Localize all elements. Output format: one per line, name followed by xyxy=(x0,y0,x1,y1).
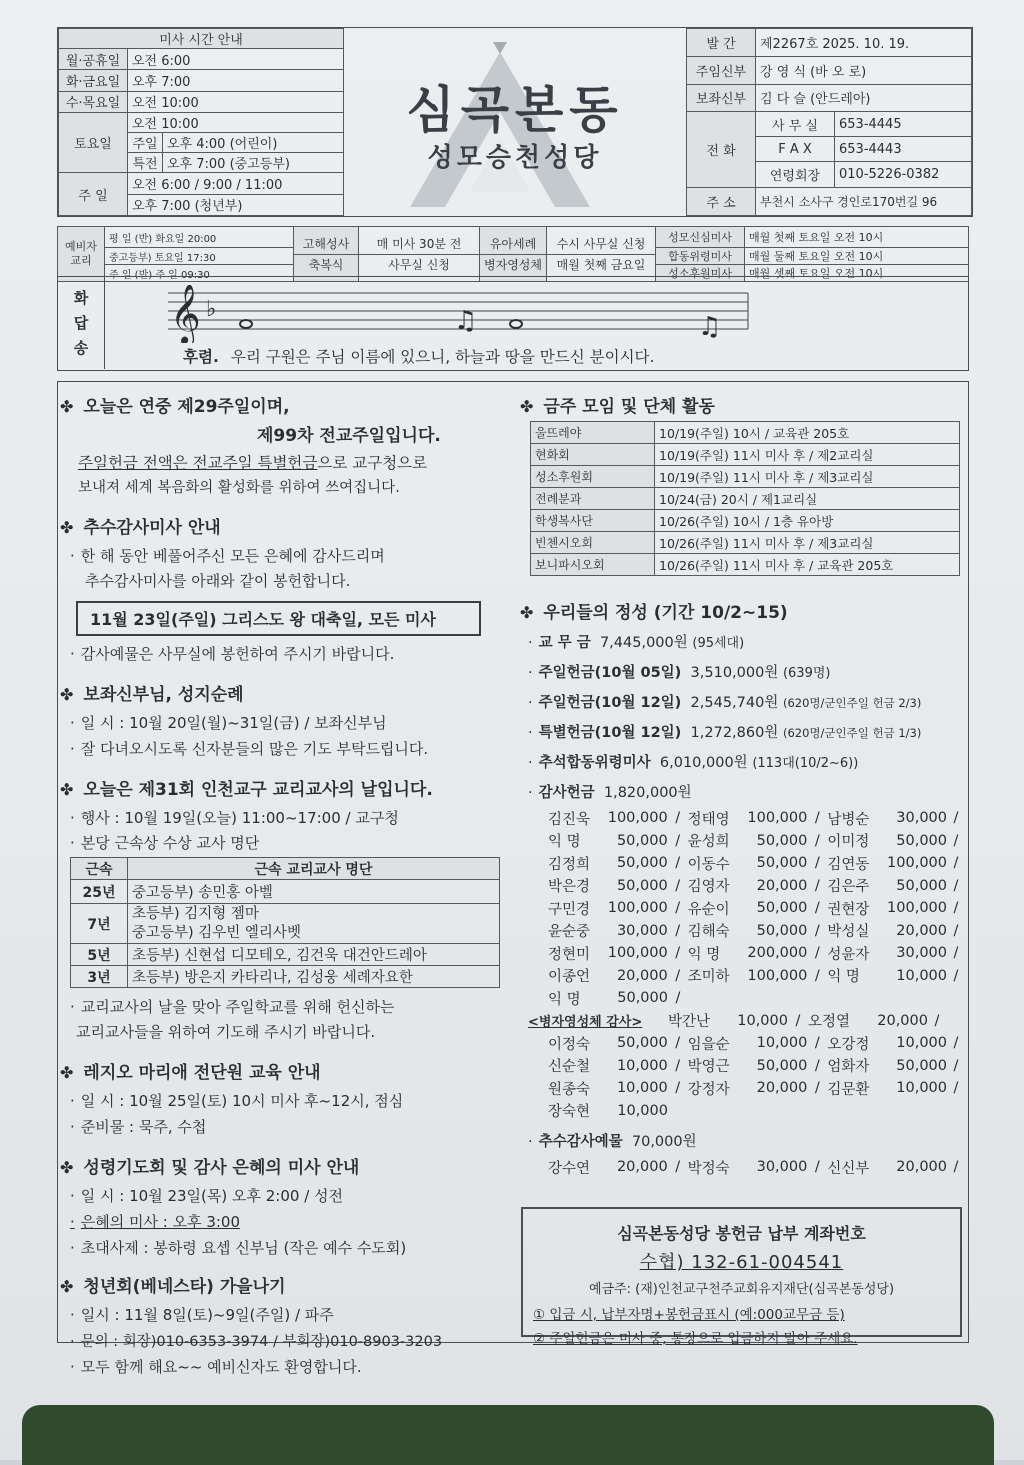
table-cell: 5년 xyxy=(71,944,128,966)
meeting-group: 학생복사단 xyxy=(531,510,655,532)
donor-row: 김정희 50,000 / 이동수 50,000 / 김연동 100,000 / xyxy=(548,855,959,873)
donor-row: 신순철 10,000 / 박영근 50,000 / 엄화자 50,000 / xyxy=(548,1057,959,1076)
section-text: 교리교사들을 위하여 기도해 주시기 바랍니다. xyxy=(76,1023,376,1041)
monthly-mass-label: 합동위령미사 xyxy=(656,248,745,265)
assistant-name: 김 다 슬 (안드레아) xyxy=(756,84,972,111)
offering-note: (620명/군인주일 헌금 2/3) xyxy=(782,696,922,710)
offering-amount: 1,820,000원 xyxy=(603,785,692,801)
flower-bullet-icon: ✤ xyxy=(60,518,74,537)
monthly-mass-info: 매월 첫째 토요일 오전 10시 xyxy=(745,227,969,248)
table-cell: 7년 xyxy=(71,904,128,944)
catechumen-label: 예비자 교리 xyxy=(58,227,105,282)
table-header: 근속 xyxy=(71,858,128,880)
mass-day: 월·공휴일 xyxy=(59,49,128,70)
section-title: ✤ 보좌신부님, 성지순례 xyxy=(60,685,244,705)
offering-row xyxy=(520,631,965,661)
section-title: ✤ 청년회(베네스타) 가을나기 xyxy=(60,1277,286,1297)
offering-amount: 6,010,000원 xyxy=(659,755,748,771)
mass-day: 화·금요일 xyxy=(59,70,128,91)
section-title: ✤ 오늘은 제31회 인천교구 교리교사의 날입니다. xyxy=(60,780,433,800)
account-holder: 예금주: (재)인천교구천주교회유지재단(심곡본동성당) xyxy=(588,1282,895,1297)
offering-row xyxy=(520,1130,965,1156)
offering-key: 주일헌금(10월 05일) xyxy=(538,665,682,681)
section-title: ✤ 레지오 마리애 전단원 교육 안내 xyxy=(60,1063,321,1083)
offering-note: (95세대) xyxy=(692,636,745,651)
sacrament-strip xyxy=(57,226,969,281)
phone-label: 전 화 xyxy=(687,111,756,187)
flower-bullet-icon: ✤ xyxy=(520,603,534,622)
mass-time: 오후 7:00 (청년부) xyxy=(128,194,344,215)
table-cell: 25년 xyxy=(71,880,128,904)
donor-row: 이종언 20,000 / 조미하 100,000 / 익 명 10,000 / xyxy=(548,967,959,986)
section-text: · 준비물 : 묵주, 수첩 xyxy=(60,1116,510,1137)
mass-time: 오전 6:00 / 9:00 / 11:00 xyxy=(128,173,344,194)
refrain-label: 후렴. xyxy=(183,348,219,366)
table-cell: 중고등부) 김우빈 엘리사벳 xyxy=(132,924,301,941)
svg-text:♫: ♫ xyxy=(698,312,722,342)
mass-subday: 특전 xyxy=(128,153,163,173)
catechumen-line: 평 일 (반) 화요일 20:00 xyxy=(105,227,294,248)
flower-bullet-icon: ✤ xyxy=(520,397,534,416)
phone-key: 연령회장 xyxy=(756,162,835,187)
meeting-time: 10/19(주일) 11시 미사 후 / 제3교리실 xyxy=(655,466,960,488)
table-cell: 초등부) 방은지 카타리나, 김성웅 세례자요한 xyxy=(128,966,500,988)
flower-bullet-icon: ✤ xyxy=(60,1158,74,1177)
offering-note: (620명/군인주일 헌금 1/3) xyxy=(782,726,922,740)
catechumen-line: 중고등부) 토요일 17:30 xyxy=(105,248,294,265)
refrain-text: 우리 구원은 주님 이름에 있으니, 하늘과 땅을 만드신 분이시다. xyxy=(230,348,655,366)
offering-row xyxy=(520,661,965,691)
mass-time: 오전 6:00 xyxy=(128,49,344,70)
phone-value: 010-5226-0382 xyxy=(835,162,972,187)
account-note: ① 입금 시, 납부자명+봉헌금표시 (예:000교무금 등) xyxy=(533,1307,845,1323)
flower-bullet-icon: ✤ xyxy=(60,685,74,704)
mass-times-title: 미사 시간 안내 xyxy=(59,29,344,49)
donor-row: 이정숙 50,000 / 임을순 10,000 / 오강정 10,000 / xyxy=(548,1035,959,1053)
account-number: 수협) 132-61-004541 xyxy=(639,1252,844,1273)
mass-time: 오후 4:00 (어린이) xyxy=(163,133,344,153)
right-column xyxy=(520,392,965,1179)
phone-key: 사 무 실 xyxy=(756,111,835,136)
bank-account-box xyxy=(521,1207,962,1347)
meeting-group: 성소후원회 xyxy=(531,466,655,488)
offering-amount: 3,510,000원 xyxy=(690,665,779,681)
section-text: · 일 시 : 10월 20일(월)~31일(금) / 보좌신부님 xyxy=(60,712,510,733)
catechumen-line: 주 일 (반) 주 일 09:30 xyxy=(105,265,294,282)
table-cell: 중고등부) 송민홍 아벨 xyxy=(128,880,500,904)
psalm-box xyxy=(57,276,969,371)
meeting-group: 전례분과 xyxy=(531,488,655,510)
phone-value: 653-4445 xyxy=(835,111,972,136)
offering-row xyxy=(520,751,965,781)
psalm-label: 화 답 송 xyxy=(73,288,89,357)
meeting-time: 10/26(주일) 11시 미사 후 / 제3교리실 xyxy=(655,532,960,554)
offering-note: (113대(10/2~6)) xyxy=(752,756,859,771)
section-text: · 문의 : 회장)010-6353-3974 / 부회장)010-8903-3203 xyxy=(60,1330,510,1351)
pastor-name: 강 영 식 (바 오 로) xyxy=(756,57,972,84)
meetings-table xyxy=(530,421,960,576)
mass-time: 오전 10:00 xyxy=(128,91,344,112)
offerings-list xyxy=(520,631,965,807)
section-text: · 본당 근속상 수상 교사 명단 xyxy=(60,832,510,853)
mass-day: 토요일 xyxy=(59,112,128,173)
mass-day: 주 일 xyxy=(59,173,128,216)
meeting-group: 울뜨레야 xyxy=(531,422,655,444)
donor-row: 장숙현 10,000 xyxy=(548,1102,668,1121)
monthly-mass-label: 성소후원미사 xyxy=(656,265,745,282)
section-text: · 모두 함께 해요~~ 예비신자도 환영합니다. xyxy=(60,1356,510,1377)
meeting-time: 10/19(주일) 11시 미사 후 / 제2교리실 xyxy=(655,444,960,466)
sick-communion-label: <병자영성체 감사> xyxy=(528,1015,643,1031)
sick-communion-label: 병자영성체 xyxy=(484,257,542,272)
issue-number: 제2267호 2025. 10. 19. xyxy=(756,29,972,57)
section-text: · 은혜의 미사 : 오후 3:00 xyxy=(60,1211,510,1232)
donor-row: 원종숙 10,000 / 강정자 20,000 / 김문환 10,000 / xyxy=(548,1080,959,1098)
left-column xyxy=(60,392,510,1377)
mass-times-table xyxy=(58,28,344,216)
pastor-label: 주임신부 xyxy=(687,57,756,84)
mass-subday: 주일 xyxy=(128,133,163,153)
monthly-mass-info: 매월 둘째 토요일 오전 10시 xyxy=(745,248,969,265)
svg-text:𝄞: 𝄞 xyxy=(170,285,201,343)
section-text: · 감사예물은 사무실에 봉헌하여 주시기 바랍니다. xyxy=(60,643,510,664)
donor-row: 김진욱 100,000 / 정태영 100,000 / 남병순 30,000 / xyxy=(548,810,959,828)
harvest-mass-box: 11월 23일(주일) 그리스도 왕 대축일, 모든 미사 xyxy=(76,601,481,636)
confession-info: 매 미사 30분 전 xyxy=(359,234,479,255)
donor-row: <병자영성체 감사> 박간난 10,000 / 오정열 20,000 / xyxy=(528,1012,940,1031)
flower-bullet-icon: ✤ xyxy=(60,397,74,416)
offering-row xyxy=(520,721,965,751)
section-title-cont: 제99차 전교주일입니다. xyxy=(257,426,441,446)
table-cell: 초등부) 신현섭 디모테오, 김건욱 대건안드레아 xyxy=(128,944,500,966)
section-text: · 일시 : 11월 8일(토)~9일(주일) / 파주 xyxy=(60,1304,510,1325)
section-text: · 일 시 : 10월 25일(토) 10시 미사 후~12시, 점심 xyxy=(60,1090,510,1111)
offering-key: 감사헌금 xyxy=(538,785,595,801)
offering-amount: 1,272,860원 xyxy=(690,725,779,741)
parish-title: 심곡본동 xyxy=(406,80,624,139)
parish-subtitle: 성모승천성당 xyxy=(427,143,603,173)
donor-row: 익 명 50,000 / xyxy=(548,990,681,1008)
svg-text:♭: ♭ xyxy=(206,297,217,322)
section-text: 보내져 세계 복음화의 활성화를 위하여 쓰여집니다. xyxy=(78,480,400,496)
flower-bullet-icon: ✤ xyxy=(60,1063,74,1082)
thanks-donor-list xyxy=(520,807,965,1010)
donor-row: 구민경 100,000 / 유순이 50,000 / 권현장 100,000 / xyxy=(548,900,959,918)
offering-amount: 70,000원 xyxy=(631,1134,697,1150)
monthly-mass-info: 매월 셋째 토요일 오전 10시 xyxy=(745,265,969,282)
mass-time: 오전 10:00 xyxy=(128,112,344,132)
section-text: · 일 시 : 10월 23일(목) 오후 2:00 / 성전 xyxy=(60,1185,510,1206)
sick-communion-info: 매월 첫째 금요일 xyxy=(556,257,646,272)
confession-label: 고해성사 xyxy=(294,234,358,255)
offering-amount: 7,445,000원 xyxy=(599,635,688,651)
section-title: ✤ 성령기도회 및 감사 은혜의 미사 안내 xyxy=(60,1158,360,1178)
svg-text:♫: ♫ xyxy=(454,306,478,336)
blessing-info: 사무실 신청 xyxy=(388,257,450,272)
donor-row: 윤순중 30,000 / 김해숙 50,000 / 박성실 20,000 / xyxy=(548,922,959,941)
phone-value: 653-4443 xyxy=(835,137,972,162)
mass-time: 오후 7:00 xyxy=(128,70,344,91)
offering-key: 교 무 금 xyxy=(538,635,591,651)
sick-communion-list xyxy=(520,1010,965,1123)
offering-key: 주일헌금(10월 12일) xyxy=(538,695,682,711)
section-title: ✤ 우리들의 정성 (기간 10/2~15) xyxy=(520,603,788,623)
psalm-staff-notation xyxy=(168,285,858,343)
table-header: 근속 교리교사 명단 xyxy=(128,858,500,880)
donor-row: 정현미 100,000 / 익 명 200,000 / 성윤자 30,000 / xyxy=(548,945,959,963)
address: 부천시 소사구 경인로170번길 96 xyxy=(756,187,972,215)
teacher-award-table xyxy=(70,857,500,988)
meeting-time: 10/19(주일) 10시 / 교육관 205호 xyxy=(655,422,960,444)
offering-row xyxy=(520,691,965,721)
donor-row: 익 명 50,000 / 윤성희 50,000 / 이미정 50,000 / xyxy=(548,832,959,851)
section-text: · 한 해 동안 베풀어주신 모든 은혜에 감사드리며 xyxy=(60,545,510,566)
info-table xyxy=(686,28,972,216)
table-cell: 초등부) 김지형 젬마 xyxy=(132,905,259,922)
harvest-donor-list xyxy=(520,1156,965,1179)
section-text: · 교리교사의 날을 맞아 주일학교를 위해 헌신하는 xyxy=(60,996,510,1017)
section-text: 주일헌금 전액은 전교주일 특별헌금으로 교구청으로 xyxy=(78,454,428,472)
section-title: ✤ 오늘은 연중 제29주일이며, xyxy=(60,397,290,417)
offering-row xyxy=(520,781,965,807)
mass-time: 오후 7:00 (중고등부) xyxy=(163,153,344,173)
blessing-label: 축복식 xyxy=(308,257,344,272)
mass-day: 수·목요일 xyxy=(59,91,128,112)
assistant-label: 보좌신부 xyxy=(687,84,756,111)
section-text: · 잘 다녀오시도록 신자분들의 많은 기도 부탁드립니다. xyxy=(60,738,510,759)
section-text: · 초대사제 : 봉하령 요셉 신부님 (작은 예수 수도회) xyxy=(60,1237,510,1258)
donor-row: 박은경 50,000 / 김영자 20,000 / 김은주 50,000 / xyxy=(548,877,959,896)
account-title: 심곡본동성당 봉헌금 납부 계좌번호 xyxy=(617,1224,866,1243)
offering-amount: 2,545,740원 xyxy=(690,695,779,711)
offering-key: 특별헌금(10월 12일) xyxy=(538,725,682,741)
meeting-group: 보니파시오회 xyxy=(531,554,655,576)
table-cell: 3년 xyxy=(71,966,128,988)
offering-key: 추석합동위령미사 xyxy=(538,755,651,771)
flower-bullet-icon: ✤ xyxy=(60,780,74,799)
meeting-time: 10/26(주일) 10시 / 1층 유아방 xyxy=(655,510,960,532)
meeting-group: 빈첸시오회 xyxy=(531,532,655,554)
section-text: · 행사 : 10월 19일(오늘) 11:00~17:00 / 교구청 xyxy=(60,807,510,828)
offering-key: 추수감사예물 xyxy=(538,1134,623,1150)
monthly-mass-label: 성모신심미사 xyxy=(656,227,745,248)
donor-row: 강수연 20,000 / 박정숙 30,000 / 신신부 20,000 / xyxy=(548,1159,959,1177)
account-note: ② 주일헌금은 미사 중, 통장으로 입금하지 말아 주세요. xyxy=(533,1331,858,1347)
offering-note: (639명) xyxy=(782,666,831,681)
infant-baptism-label: 유아세례 xyxy=(480,234,546,255)
section-title: ✤ 금주 모임 및 단체 활동 xyxy=(520,397,715,417)
meeting-group: 현화회 xyxy=(531,444,655,466)
address-label: 주 소 xyxy=(687,187,756,215)
infant-baptism-info: 수시 사무실 신청 xyxy=(547,234,655,255)
section-title: ✤ 추수감사미사 안내 xyxy=(60,518,221,538)
phone-key: F A X xyxy=(756,137,835,162)
section-text: 추수감사미사를 아래와 같이 봉헌합니다. xyxy=(85,572,351,590)
bottom-green-band xyxy=(22,1405,994,1465)
meeting-time: 10/24(금) 20시 / 제1교리실 xyxy=(655,488,960,510)
meeting-time: 10/26(주일) 11시 미사 후 / 교육관 205호 xyxy=(655,554,960,576)
flower-bullet-icon: ✤ xyxy=(60,1277,74,1296)
issue-label: 발 간 xyxy=(687,29,756,57)
